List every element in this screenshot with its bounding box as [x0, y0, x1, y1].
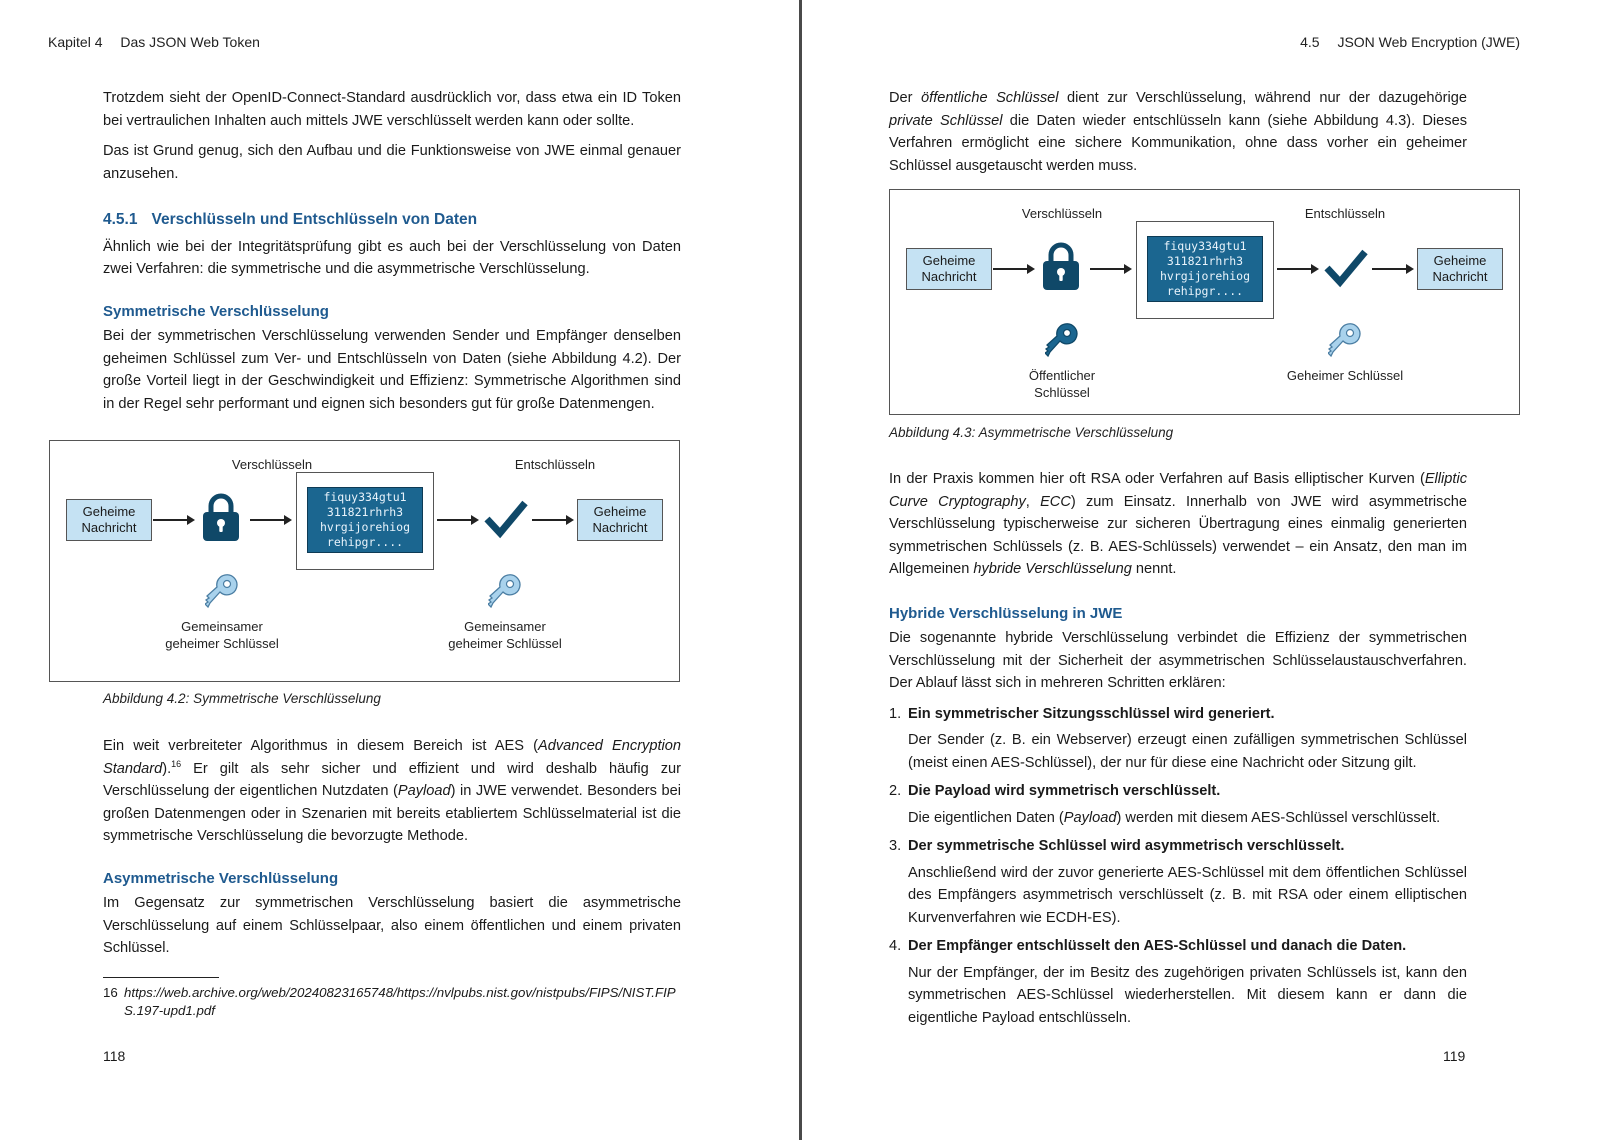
private-key-icon [1328, 322, 1362, 358]
cipher-line: rehipgr.... [1166, 284, 1244, 298]
text: Ein weit verbreiteter Algorithmus in diesem Bereich ist AES ( [103, 738, 539, 754]
step-title: Ein symmetrischer Sitzungsschlüssel wird generiert. [908, 705, 1275, 722]
page-divider [799, 0, 802, 1140]
cipher-line: hvrgijorehiog [1159, 269, 1250, 283]
step-title: Der Empfänger entschlüsselt den AES-Schlüssel und danach die Daten. [908, 938, 1407, 954]
text: ). [162, 760, 172, 777]
checkmark-icon [1324, 248, 1368, 288]
asymmetric-heading: Asymmetrische Verschlüsselung [103, 869, 339, 887]
text: ) werden mit diesem AES-Schlüssel verschlüsselt. [1116, 809, 1441, 826]
intro-paragraph-2: Das ist Grund genug, sich den Aufbau und die Funktionsweise von JWE einmal genauer anzusehen. [103, 143, 681, 182]
section-running-title: JSON Web Encryption (JWE) [1337, 34, 1520, 50]
text: ) in JWE verwendet. Besonders bei großen Datenmengen oder in Szenarien mit bereits etabliertem Schlüsselmaterial ist die symmetrische Verschlüsselung die bevorzugte Methode. [103, 783, 681, 844]
key-icon [488, 573, 522, 609]
cipher-line: hvrgijorehiog [319, 520, 410, 534]
step-title: Die Payload wird symmetrisch verschlüsselt. [908, 783, 1221, 799]
figure-caption-4-3: Abbildung 4.3: Asymmetrische Verschlüsselung [889, 425, 1174, 440]
text: Der [889, 90, 922, 106]
section-paragraph: Ähnlich wie bei der Integritätsprüfung gibt es auch bei der Verschlüsselung von Daten zwei Verfahren: die symmetrische und die asymmetrische Verschlüsselung. [103, 238, 681, 277]
cipher-line: 311821rhrh3 [326, 505, 404, 519]
text-emphasis: Payload [1063, 809, 1117, 826]
arrow [1090, 268, 1130, 270]
text-emphasis: Payload [397, 783, 451, 799]
text: die Daten wieder entschlüsseln kann (siehe Abbildung 4.3). Dieses Verfahren ermöglicht eine sichere Kommunikation, ohne dass vorher ein geheimer Schlüssel ausgetauscht werden muss. [889, 112, 1467, 174]
aes-paragraph [103, 735, 681, 848]
key-label-public: Öffentlicher Schlüssel [1028, 368, 1096, 400]
hybrid-heading: Hybride Verschlüsselung in JWE [889, 604, 1123, 622]
ciphertext-block [1147, 236, 1263, 302]
footnote [103, 984, 683, 1020]
text-emphasis: Advanced Encryption Standard [103, 738, 682, 777]
arrow [153, 519, 193, 521]
hybrid-steps-list [889, 703, 1467, 1030]
footnote-rule [103, 977, 219, 978]
step-number: 4. [889, 938, 902, 954]
text: , [1025, 493, 1041, 510]
cipher-line: fiquy334gtu1 [323, 490, 407, 504]
step-body [908, 810, 1440, 826]
label-encrypt: Verschlüsseln [1021, 206, 1103, 221]
key-label-private: Geheimer Schlüssel [1286, 368, 1404, 383]
symmetric-heading: Symmetrische Verschlüsselung [103, 302, 329, 320]
ciphertext-frame [296, 472, 434, 570]
message-box-output: Geheime Nachricht [1417, 248, 1503, 290]
list-item [889, 835, 1467, 929]
public-key-icon [1045, 322, 1079, 358]
left-body-top [103, 87, 681, 423]
arrow [532, 519, 572, 521]
figure-caption-4-2: Abbildung 4.2: Symmetrische Verschlüsselung [103, 691, 381, 706]
arrow [993, 268, 1033, 270]
label-decrypt: Entschlüsseln [514, 457, 596, 472]
text: Er gilt als sehr sicher und effizient und wird deshalb häufig zur Verschlüsselung der eigentlichen Nutzdaten ( [103, 760, 681, 799]
list-item [889, 935, 1467, 1029]
text: Die eigentlichen Daten ( [908, 809, 1064, 826]
message-box-input: Geheime Nachricht [66, 499, 152, 541]
step-body: Anschließend wird der zuvor generierte AES-Schlüssel mit dem öffentlichen Schlüssel des Empfängers asymmetrisch verschlüsselt (z. B. mit RSA oder einem elliptischen Kurvenverfahren wie ECDH-ES). [908, 864, 1467, 926]
section-title: Verschlüsseln und Entschlüsseln von Daten [151, 211, 478, 228]
lock-icon [202, 493, 240, 541]
running-head-left [48, 34, 260, 50]
checkmark-icon [484, 499, 528, 539]
section-label: 4.5 [1300, 34, 1320, 50]
list-item [889, 703, 1467, 775]
chapter-title: Das JSON Web Token [120, 34, 260, 50]
text: In der Praxis kommen hier oft RSA oder Verfahren auf Basis elliptischer Kurven ( [889, 471, 1425, 487]
step-body: Der Sender (z. B. ein Webserver) erzeugt einen zufälligen symmetrischen Schlüssel (meist einen AES-Schlüssel), der nur für diese eine Nachricht oder Sitzung gilt. [908, 732, 1467, 771]
asymmetric-paragraph: Im Gegensatz zur symmetrischen Verschlüsselung basiert die asymmetrische Verschlüsselung auf einem Schlüsselpaar, also einem öffentlichen und einem privaten Schlüssel. [103, 895, 681, 956]
message-box-input: Geheime Nachricht [906, 248, 992, 290]
text-emphasis: öffentliche Schlüssel [921, 90, 1059, 106]
list-item [889, 780, 1467, 829]
figure-asymmetric-encryption [889, 189, 1520, 415]
step-number: 1. [889, 705, 902, 722]
right-page [803, 0, 1600, 1140]
text-emphasis: ECC [1040, 493, 1071, 510]
text-emphasis: hybride Verschlüsselung [973, 561, 1132, 577]
left-body-bottom [103, 735, 681, 968]
page-number-right: 119 [1443, 1048, 1466, 1064]
ciphertext-frame [1136, 221, 1274, 319]
label-decrypt: Entschlüsseln [1304, 206, 1386, 221]
cipher-line: rehipgr.... [326, 535, 404, 549]
label-encrypt: Verschlüsseln [231, 457, 313, 472]
footnote-ref[interactable]: 16 [171, 758, 182, 769]
key-label-shared-right: Gemeinsamer geheimer Schlüssel [448, 619, 562, 651]
cipher-line: fiquy334gtu1 [1163, 239, 1247, 253]
text-emphasis: Elliptic Curve Cryptography [889, 471, 1467, 510]
running-head-right [1300, 34, 1520, 50]
message-box-output: Geheime Nachricht [577, 499, 663, 541]
intro-paragraph-1: Trotzdem sieht der OpenID-Connect-Standard ausdrücklich vor, dass etwa ein ID Token bei vertraulichen Inhalten auch mittels JWE verschlüsselt werden kann oder sollte. [103, 90, 681, 129]
section-heading [103, 209, 681, 232]
step-number: 2. [889, 783, 902, 799]
key-icon [205, 573, 239, 609]
text-emphasis: private Schlüssel [889, 112, 1003, 129]
text: dient zur Verschlüsselung, während nur der dazugehörige [1058, 90, 1467, 106]
right-body-bottom [889, 468, 1467, 1035]
hybrid-paragraph: Die sogenannte hybride Verschlüsselung verbindet die Effizienz der symmetrischen Verschlüsselung mit der Sicherheit der asymmetrischen Schlüsselaustauschverfahren. Der Ablauf lässt sich in mehreren Schritten erklären: [889, 630, 1467, 691]
arrow [250, 519, 290, 521]
text: ) zum Einsatz. Innerhalb von JWE wird asymmetrische Verschlüsselung typischerweise zur sicheren Übertragung eines einmalig generierten symmetrischen Schlüssels (z. B. AES-Schlüssels) verwendet – ein Ansatz, den man im Allgemeinen [889, 493, 1467, 577]
page-number-left: 118 [103, 1048, 126, 1064]
section-number: 4.5.1 [103, 211, 138, 228]
footnote-number: 16 [103, 985, 118, 1000]
lock-icon [1042, 242, 1080, 290]
arrow [437, 519, 477, 521]
figure-symmetric-encryption [49, 440, 680, 682]
footnote-link[interactable]: https://web.archive.org/web/20240823165748/https://nvlpubs.nist.gov/nistpubs/FIPS/NIST.FIPS.197-upd1.pdf [124, 985, 676, 1018]
cipher-line: 311821rhrh3 [1166, 254, 1244, 268]
step-number: 3. [889, 838, 902, 854]
arrow [1277, 268, 1317, 270]
key-label-shared-left: Gemeinsamer geheimer Schlüssel [165, 619, 279, 651]
chapter-label: Kapitel 4 [48, 34, 103, 50]
step-title: Der symmetrische Schlüssel wird asymmetrisch verschlüsselt. [908, 838, 1345, 854]
right-body-top [889, 87, 1467, 185]
text: nennt. [1131, 561, 1177, 577]
ciphertext-block [307, 487, 423, 553]
public-key-paragraph [889, 87, 1467, 177]
practice-paragraph [889, 468, 1467, 581]
step-body: Nur der Empfänger, der im Besitz des zugehörigen privaten Schlüssels ist, kann den symmetrischen AES-Schlüssel wiederherstellen. Mit diesem kann er dann die eigentliche Payload entschlüsseln. [908, 964, 1467, 1026]
arrow [1372, 268, 1412, 270]
symmetric-paragraph: Bei der symmetrischen Verschlüsselung verwenden Sender und Empfänger denselben geheimen Schlüssel zum Ver- und Entschlüsseln von Daten (siehe Abbildung 4.2). Der große Vorteil liegt in der Geschwindigkeit und Effizienz: Symmetrische Algorithmen sind in der Regel sehr performant und eignen sich besonders gut für große Datenmengen. [103, 328, 681, 412]
